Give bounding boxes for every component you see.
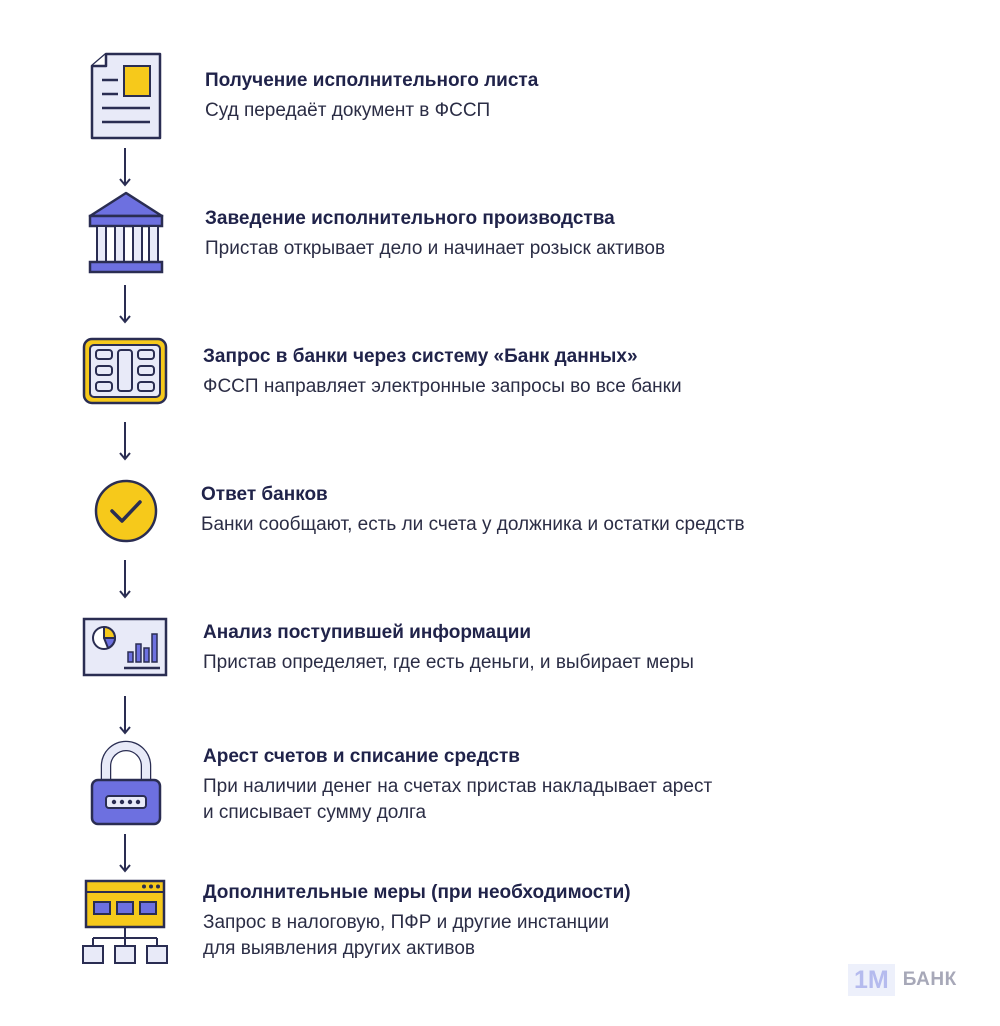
step-title: Запрос в банки через систему «Банк данных» (203, 346, 638, 367)
courthouse-icon (86, 190, 166, 278)
brand-badge: 1М (848, 964, 895, 996)
step-title: Арест счетов и списание средств (203, 746, 520, 767)
arrow-down-icon (117, 696, 133, 736)
step-title: Дополнительные меры (при необходимости) (203, 882, 631, 903)
arrow-down-icon (117, 148, 133, 188)
step-description: Запрос в налоговую, ПФР и другие инстанции для выявления других активов (203, 912, 610, 959)
brand-text: БАНК (902, 969, 957, 990)
step-description: Банки сообщают, есть ли счета у должника и остатки средств (201, 514, 745, 535)
step-description: При наличии денег на счетах пристав накладывает арест и списывает сумму долга (203, 776, 713, 823)
arrow-down-icon (117, 560, 133, 600)
step-description: Пристав открывает дело и начинает розыск активов (205, 238, 666, 259)
checkmark-circle-icon (93, 478, 159, 544)
arrow-down-icon (117, 422, 133, 462)
step-description: ФССП направляет электронные запросы во все банки (203, 376, 682, 397)
step-description: Суд передаёт документ в ФССП (205, 100, 491, 121)
network-window-icon (80, 878, 170, 968)
step-title: Заведение исполнительного производства (205, 208, 615, 229)
document-icon (86, 52, 166, 142)
arrow-down-icon (117, 834, 133, 874)
step-title: Получение исполнительного листа (205, 70, 539, 91)
step-title: Ответ банков (201, 484, 328, 505)
arrow-down-icon (117, 285, 133, 325)
step-title: Анализ поступившей информации (203, 622, 532, 643)
analytics-chart-icon (82, 616, 168, 678)
brand-logo (848, 964, 957, 996)
padlock-icon (88, 740, 164, 828)
card-chip-icon (82, 336, 168, 406)
step-description: Пристав определяет, где есть деньги, и выбирает меры (203, 652, 694, 673)
